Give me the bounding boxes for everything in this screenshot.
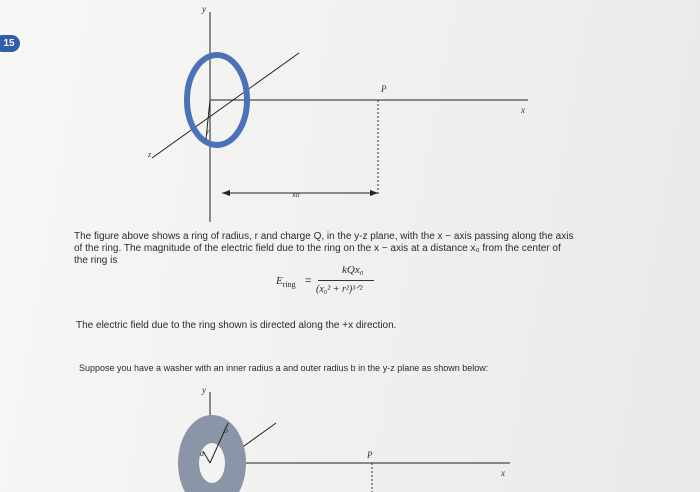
label-y: y [202,4,206,14]
equation-lhs: $E_{ring}$ [276,275,296,290]
label-p: P [381,84,387,94]
equation-lhs-subscript: ring [282,280,296,290]
distance-arrow-left-head [222,190,230,196]
ring-description-text: The figure above shows a ring of radius, r and charge Q, in the y-z plane, with the x − axis passing along the axis of the ring. The magnitude of the electric field due to the ring on the x − axis at a distance x₀ from the center of the ring is [74,231,574,266]
field-direction-text: The electric field due to the ring shown is directed along the +x direction. [76,320,397,331]
question-number-badge: 15 [0,35,20,52]
washer-label-b: b [224,426,228,435]
label-z: z [148,150,152,159]
washer-label-a: a [200,449,204,458]
equation-denominator: (x₀² + r²)³ᐟ² [316,284,363,295]
distance-arrow-right-head [370,190,378,196]
fraction-bar [318,280,374,281]
equation-equals: = [305,275,312,287]
label-x: x [521,105,525,115]
washer-label-y: y [202,385,206,395]
washer-description-text: Suppose you have a washer with an inner radius a and outer radius b in the y-z plane as shown below: [79,363,489,373]
washer-label-x: x [501,468,505,478]
label-x0: xo [292,190,300,199]
equation-numerator: kQx₀ [342,264,364,276]
washer-label-p: P [367,450,373,460]
electric-field-equation [270,262,410,308]
label-r: r [207,128,210,136]
